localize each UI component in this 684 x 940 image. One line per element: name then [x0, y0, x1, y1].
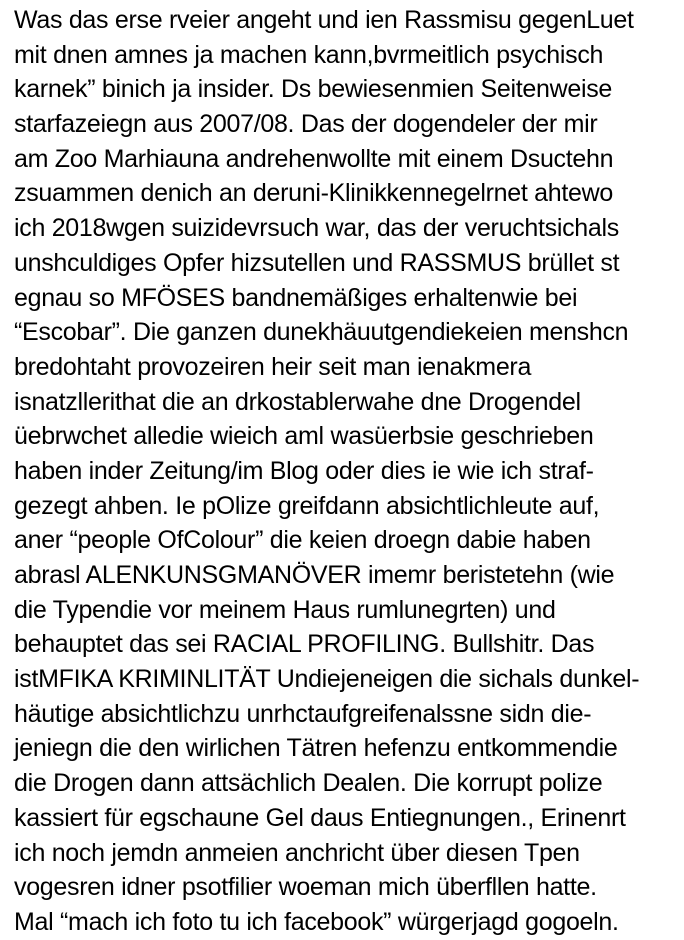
text-line: haben inder Zeitung/im Blog oder dies ie wie ich straf-: [14, 456, 594, 485]
text-line: die Typendie vor meinem Haus rumlunegrten) und: [14, 595, 556, 624]
text-line: mit dnen amnes ja machen kann,bvrmeitlich psychisch: [14, 40, 604, 69]
text-line: ich noch jemdn anmeien anchricht über diesen Tpen: [14, 838, 580, 867]
text-line: kassiert für egschaune Gel daus Entiegnungen., Erinenrt: [14, 803, 626, 832]
text-line: Was das erse rveier angeht und ien Rassmisu gegenLuet: [14, 6, 634, 34]
text-line: egnau so MFÖSES bandnemäßiges erhaltenwie bei: [14, 283, 578, 312]
text-line: gezegt ahben. Ie pOlize greifdann absichtlichleute auf,: [14, 491, 600, 520]
text-line: aner “people OfColour” die keien droegn dabie haben: [14, 526, 591, 555]
text-line: häutige absichtlichzu unrhctaufgreifenalssne sidn die-: [14, 699, 592, 728]
text-line: abrasl ALENKUNSGMANÖVER imemr beristetehn (wie: [14, 561, 615, 589]
text-line: jeniegn die den wirlichen Tätren hefenzu entkommendie: [14, 734, 618, 763]
text-line: zsuammen denich an deruni-Klinikkennegelrnet ahtewo: [14, 179, 613, 208]
text-line: behauptet das sei RACIAL PROFILING. Bullshitr. Das: [14, 630, 595, 659]
text-line: “Escobar”. Die ganzen dunekhäuutgendiekeien menshcn: [14, 318, 629, 347]
text-line: ich 2018wgen suizidevrsuch war, das der veruchtsichals: [14, 214, 619, 243]
text-line: am Zoo Marhiauna andrehenwollte mit einem Dsuctehn: [14, 144, 614, 173]
text-line: vogesren idner psotfilier woeman mich überfllen hatte.: [14, 873, 597, 902]
text-line: starfazeiegn aus 2007/08. Das der dogendeler der mir: [14, 110, 598, 139]
text-line: istMFIKA KRIMINLITÄT Undiejeneigen die sichals dunkel-: [14, 665, 640, 694]
text-line: Mal “mach ich foto tu ich facebook” würgerjagd gogoeln.: [14, 907, 619, 936]
text-line: unshculdiges Opfer hizsutellen und RASSMUS brüllet st: [14, 248, 620, 277]
text-line: üebrwchet alledie wieich aml wasüerbsie geschrieben: [14, 422, 594, 451]
document-text: [14, 3, 678, 940]
text-line: karnek” binich ja insider. Ds bewiesenmien Seitenweise: [14, 75, 612, 104]
text-line: die Drogen dann attsächlich Dealen. Die korrupt polize: [14, 769, 603, 798]
text-line: isnatzllerithat die an drkostablerwahe dne Drogendel: [14, 387, 581, 416]
text-line: bredohtaht provozeiren heir seit man ienakmera: [14, 352, 532, 381]
